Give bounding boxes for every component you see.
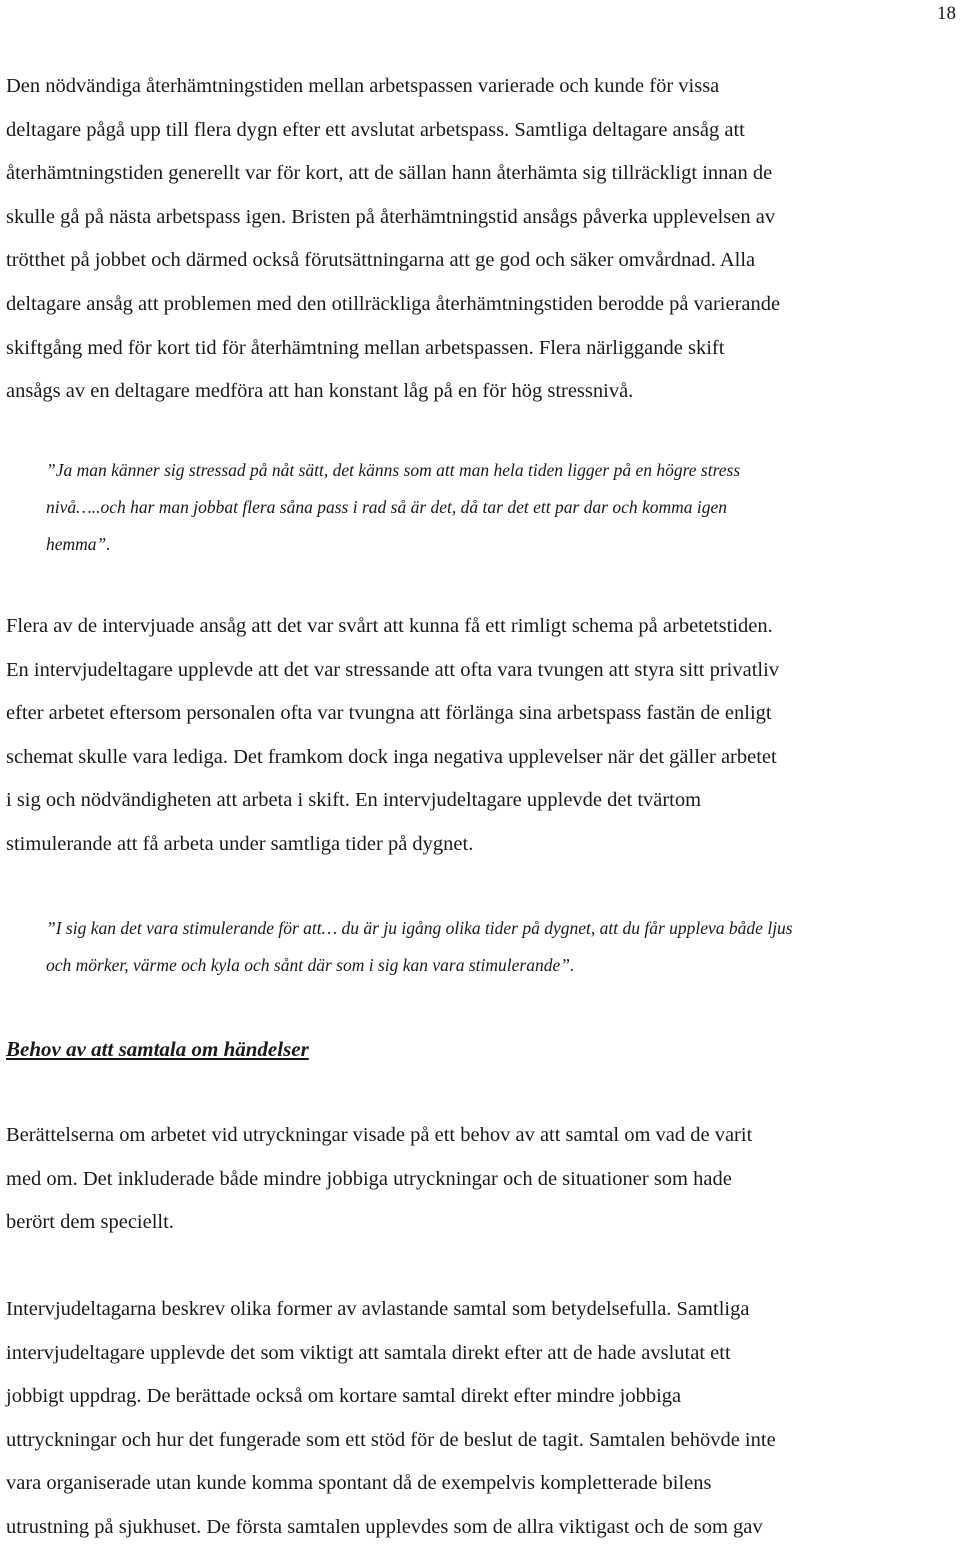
text-line: stimulerande att få arbeta under samtliga tider på dygnet. [6, 832, 474, 855]
section-heading [6, 1028, 958, 1072]
paragraph-relieving-talks [6, 1288, 958, 1550]
paragraph-recovery-time [6, 65, 958, 414]
text-line: ansågs av en deltagare medföra att han konstant låg på en för hög stressnivå. [6, 380, 634, 403]
text-line: Berättelserna om arbetet vid utryckningar visade på ett behov av att samtal om vad de varit [6, 1124, 753, 1146]
text-line: Intervjudeltagarna beskrev olika former av avlastande samtal som betydelsefulla. Samtliga [6, 1298, 750, 1320]
text-line: efter arbetet eftersom personalen ofta var tvungna att förlänga sina arbetspass fastän de enligt [6, 702, 772, 725]
quote-line: och mörker, värme och kyla och sånt där som i sig kan vara stimulerande”. [46, 955, 575, 975]
quote-line: nivå…..och har man jobbat flera såna pass i rad så är det, då tar det ett par dar och komma igen [46, 497, 728, 517]
text-line: i sig och nödvändigheten att arbeta i skift. En intervjudeltagare upplevde det tvärtom [6, 789, 702, 812]
text-line: skulle gå på nästa arbetspass igen. Bristen på återhämtningstid ansågs påverka upplevelsen av [6, 205, 776, 228]
text-line: uttryckningar och hur det fungerade som ett stöd för de beslut de tagit. Samtalen behövde inte [6, 1428, 776, 1451]
quote-line: hemma”. [46, 534, 111, 554]
text-line: berört dem speciellt. [6, 1211, 174, 1234]
text-line: Den nödvändiga återhämtningstiden mellan arbetspassen varierade och kunde för vissa [6, 75, 720, 97]
text-line: intervjudeltagare upplevde det som viktigt att samtala direkt efter att de hade avslutat ett [6, 1341, 731, 1364]
quote-line: ”Ja man känner sig stressad på nåt sätt, det känns som att man hela tiden ligger på en högre stress [46, 460, 741, 480]
text-line: deltagare ansåg att problemen med den otillräckliga återhämtningstiden berodde på varierande [6, 292, 781, 315]
text-line: jobbigt uppdrag. De berättade också om kortare samtal direkt efter mindre jobbiga [6, 1385, 682, 1408]
paragraph-schedule [6, 605, 958, 867]
text-line: trötthet på jobbet och därmed också förutsättningarna att ge god och säker omvårdnad. Alla [6, 249, 756, 272]
text-line: vara organiserade utan kunde komma spontant då de exempelvis kompletterade bilens [6, 1472, 712, 1495]
quote-stimulating [46, 910, 946, 984]
text-line: med om. Det inkluderade både mindre jobbiga utryckningar och de situationer som hade [6, 1167, 732, 1190]
text-line: Flera av de intervjuade ansåg att det var svårt att kunna få ett rimligt schema på arbetetstiden. [6, 615, 773, 637]
quote-line: ”I sig kan det vara stimulerande för att… du är ju igång olika tider på dygnet, att du får uppleva både ljus [46, 918, 793, 938]
heading-text: Behov av att samtala om händelser [6, 1037, 309, 1061]
paragraph-need-to-talk [6, 1114, 958, 1245]
text-line: deltagare pågå upp till flera dygn efter ett avslutat arbetspass. Samtliga deltagare ansåg att [6, 118, 745, 141]
text-line: utrustning på sjukhuset. De första samtalen upplevdes som de allra viktigast och de som gav [6, 1515, 763, 1538]
text-line: En intervjudeltagare upplevde att det var stressande att ofta vara tvungen att styra sitt privatliv [6, 658, 780, 681]
page-number: 18 [937, 3, 956, 24]
text-line: skiftgång med för kort tid för återhämtning mellan arbetspassen. Flera närliggande skift [6, 336, 725, 359]
text-line: återhämtningstiden generellt var för kort, att de sällan hann återhämta sig tillräckligt innan de [6, 162, 773, 185]
text-line: schemat skulle vara lediga. Det framkom dock inga negativa upplevelser när det gäller arbetet [6, 745, 777, 768]
quote-stress [46, 452, 946, 563]
